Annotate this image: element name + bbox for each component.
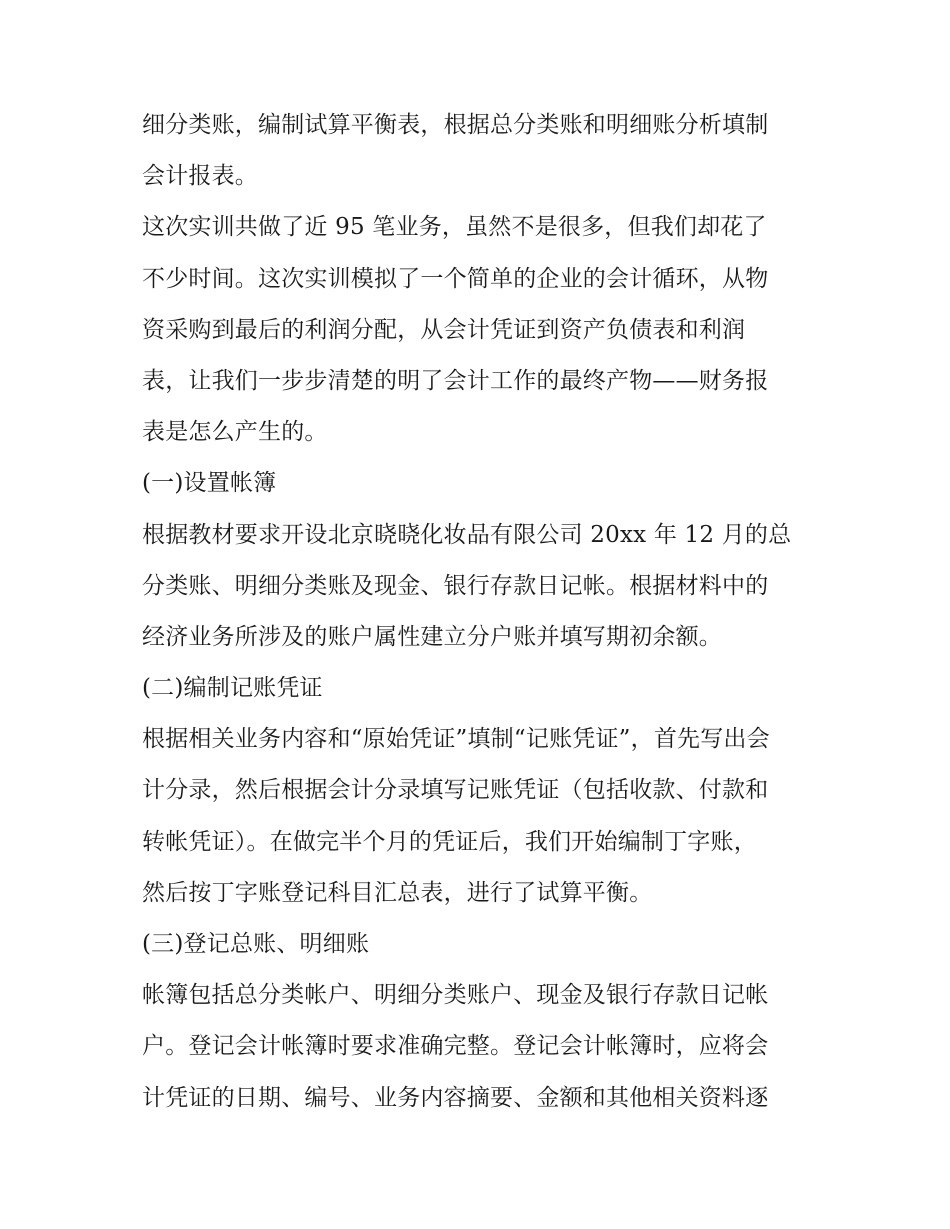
- text-line: 转帐凭证）。在做完半个月的凭证后，我们开始编制丁字账，: [142, 828, 757, 855]
- text-line: 计分录，然后根据会计分录填写记账凭证（包括收款、付款和: [142, 777, 769, 804]
- text-line: 根据相关业务内容和“原始凭证”填制“记账凭证”，首先写出会: [142, 726, 770, 753]
- text-line: 这次实训共做了近 95 笔业务，虽然不是很多，但我们却花了: [142, 214, 767, 241]
- text-line: 户。登记会计帐簿时要求准确完整。登记会计帐簿时，应将会: [142, 1033, 769, 1060]
- document-page: [142, 100, 822, 1124]
- text-line: 细分类账，编制试算平衡表，根据总分类账和明细账分析填制: [142, 112, 769, 138]
- text-line: 计凭证的日期、编号、业务内容摘要、金额和其他相关资料逐: [142, 1084, 769, 1111]
- text-line: 不少时间。这次实训模拟了一个简单的企业的会计循环，从物: [142, 265, 769, 292]
- section-heading-2: (二)编制记账凭证: [142, 675, 323, 702]
- text-line: 分类账、明细分类账及现金、银行存款日记帐。根据材料中的: [142, 572, 769, 599]
- text-line: 会计报表。: [142, 163, 258, 190]
- text-line: 资采购到最后的利润分配，从会计凭证到资产负债表和利润: [142, 316, 746, 343]
- text-line: 表，让我们一步步清楚的明了会计工作的最终产物——财务报: [142, 367, 769, 394]
- text-line: 帐簿包括总分类帐户、明细分类账户、现金及银行存款日记帐: [142, 982, 769, 1009]
- section-heading-3: (三)登记总账、明细账: [142, 931, 370, 957]
- text-line: 然后按丁字账登记科目汇总表，进行了试算平衡。: [142, 879, 653, 906]
- text-line: 经济业务所涉及的账户属性建立分户账并填写期初余额。: [142, 623, 722, 650]
- section-heading-1: (一)设置帐簿: [142, 470, 277, 497]
- text-line: 表是怎么产生的。: [142, 419, 328, 446]
- text-line: 根据教材要求开设北京晓晓化妆品有限公司 20xx 年 12 月的总: [142, 521, 792, 548]
